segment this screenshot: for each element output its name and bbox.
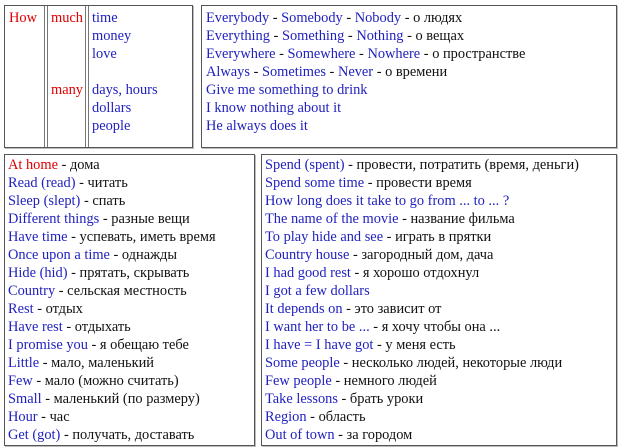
phrase-text: Give me something to drink [206,82,368,98]
translation-text: - прятать, скрывать [67,265,190,281]
translation-text: - разные вещи [99,211,190,227]
translation-text: - немного людей [331,373,437,389]
phrase-line [8,318,254,336]
phrase-line [265,354,616,372]
phrase-text: To play hide and see [265,229,384,245]
vocabulary-box-left [4,154,255,446]
translation-text: - [355,46,368,62]
translation-text: - я хорошо отдохнул [350,265,480,281]
phrase-text: Sleep (slept) [8,193,81,209]
phrase-line [8,300,254,318]
translation-text: - я обещаю тебе [87,337,189,353]
phrase-text: Nowhere [367,46,421,62]
phrase-text: Everywhere [206,46,276,62]
phrase-line [206,45,616,63]
translation-text: - название фильма [398,211,515,227]
phrase-text: At home [8,157,58,173]
many-label: many [51,82,83,98]
vocabulary-list-left [5,155,254,444]
phrase-text: Hour [8,409,38,425]
phrase-text: How long does it take to go from ... to ... ? [265,193,510,209]
phrase-text: Little [8,355,40,371]
translation-text: - [344,28,357,44]
translation-text: - провести, потратить (время, деньги) [344,157,579,173]
phrase-text: I know nothing about it [206,100,342,116]
translation-text: - [269,10,282,26]
phrase-text: Hide (hid) [8,265,68,281]
translation-text: - [275,46,288,62]
translation-text: - [249,64,262,80]
phrase-line [206,63,616,81]
how-label: How [9,10,37,26]
translation-text: - провести время [364,175,472,191]
phrase-line [265,390,616,408]
phrase-text: Always [206,64,250,80]
much-item: money [92,28,132,44]
phrase-text: Some people [265,355,340,371]
phrase-line [8,246,254,264]
translation-text: - [325,64,338,80]
pronouns-box [201,5,617,148]
phrase-line [265,264,616,282]
translation-text: - [342,10,355,26]
translation-text: - получать, доставать [60,427,195,443]
phrase-text: Get (got) [8,427,61,443]
phrase-text: I promise you [8,337,88,353]
phrase-line [8,408,254,426]
phrase-text: I got a few dollars [265,283,370,299]
translation-text: - мало, маленький [39,355,155,371]
many-item: people [92,118,131,134]
translation-text: - за городом [334,427,413,443]
translation-text: - маленький (по размеру) [41,391,200,407]
phrase-line [265,192,616,210]
phrase-text: Small [8,391,42,407]
translation-text: - я хочу чтобы она ... [369,319,501,335]
translation-text: - отдых [33,301,83,317]
much-item: love [92,46,117,62]
phrase-line [265,300,616,318]
phrase-line [206,27,616,45]
phrase-text: The name of the movie [265,211,399,227]
phrase-text: Few people [265,373,332,389]
phrase-text: Country [8,283,56,299]
phrase-text: Nobody [354,10,402,26]
phrase-text: He always does it [206,118,308,134]
much-item: time [92,10,118,26]
translation-text: - о времени [373,64,448,80]
phrase-text: Different things [8,211,100,227]
vocabulary-box-right [261,154,617,446]
phrase-line [8,390,254,408]
translation-text: - играть в прятки [383,229,492,245]
phrase-line [265,246,616,264]
phrase-text: Everybody [206,10,270,26]
translation-text: - читать [75,175,128,191]
how-column [5,6,44,147]
phrase-text: It depends on [265,301,343,317]
items-column [89,6,192,147]
translation-text: - несколько людей, некоторые люди [339,355,563,371]
phrase-text: Region [265,409,307,425]
phrase-line [265,210,616,228]
much-many-column [44,6,89,147]
many-item: days, hours [92,82,158,98]
phrase-text: Country house [265,247,350,263]
phrase-text: Somebody [281,10,343,26]
phrase-line [8,372,254,390]
phrase-line [8,210,254,228]
translation-text: - о пространстве [420,46,526,62]
translation-text: - мало (можно считать) [32,373,179,389]
phrase-line [8,228,254,246]
much-label: much [51,10,83,26]
phrase-line [265,156,616,174]
phrase-text: Everything [206,28,270,44]
how-much-many-table [4,5,193,148]
phrase-text: Rest [8,301,34,317]
phrase-text: Once upon a time [8,247,110,263]
phrase-text: I want her to be ... [265,319,370,335]
translation-text: - час [37,409,70,425]
phrase-line [206,9,616,27]
translation-text: - область [306,409,366,425]
phrase-text: I have = I have got [265,337,374,353]
phrase-text: Somewhere [287,46,356,62]
phrase-text: Spend (spent) [265,157,345,173]
translation-text: - отдыхать [62,319,131,335]
translation-text: - это зависит от [342,301,442,317]
translation-text: - сельская местность [55,283,187,299]
phrase-line [8,282,254,300]
phrase-text: Have time [8,229,68,245]
many-item: dollars [92,100,132,116]
phrase-line [206,99,616,117]
translation-text: - дома [57,157,100,173]
phrase-line [8,174,254,192]
phrase-line [206,81,616,99]
phrase-text: Have rest [8,319,63,335]
phrase-line [265,408,616,426]
phrase-line [265,174,616,192]
phrase-line [8,426,254,444]
phrase-text: Spend some time [265,175,365,191]
phrase-line [265,372,616,390]
phrase-line [8,156,254,174]
translation-text: - о вещах [403,28,465,44]
translation-text: - спать [80,193,126,209]
phrase-text: Out of town [265,427,335,443]
phrase-line [206,117,616,135]
phrase-line [265,318,616,336]
translation-text: - успевать, иметь время [67,229,216,245]
phrase-text: Never [337,64,374,80]
translation-text: - однажды [109,247,178,263]
translation-text: - у меня есть [373,337,456,353]
phrase-line [8,354,254,372]
phrase-text: I had good rest [265,265,351,281]
phrase-line [265,336,616,354]
phrase-text: Something [281,28,345,44]
translation-text: - о людях [401,10,463,26]
phrase-line [8,192,254,210]
phrase-line [8,264,254,282]
pronouns-list [202,6,616,135]
phrase-text: Nothing [356,28,404,44]
phrase-line [265,282,616,300]
phrase-line [265,426,616,444]
phrase-line [265,228,616,246]
phrase-text: Read (read) [8,175,76,191]
translation-text: - загородный дом, дача [349,247,494,263]
phrase-text: Take lessons [265,391,338,407]
vocabulary-list-right [262,155,616,444]
phrase-text: Sometimes [261,64,326,80]
translation-text: - брать уроки [337,391,424,407]
phrase-line [8,336,254,354]
translation-text: - [269,28,282,44]
phrase-text: Few [8,373,33,389]
